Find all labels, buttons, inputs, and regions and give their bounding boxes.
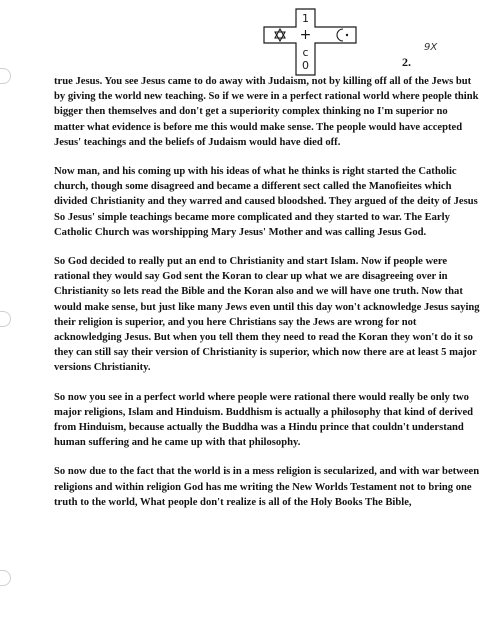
star-crescent-icon bbox=[337, 29, 348, 41]
handwritten-margin-note: 9X bbox=[424, 42, 438, 53]
paragraph: So now due to the fact that the world is in a mess religion is secularized, and with war between religions and within religion God has me writing the New Worlds Testament not to bring one truth to the world, What people don't realize is all of the Holy Books The Bible, bbox=[54, 466, 480, 508]
paragraph: true Jesus. You see Jesus came to do away with Judaism, not by killing off all of the Jews but by giving the world new teaching. So if we were in a perfect rational world where people think bigger then themselves and don't get a superiority complex thinking no I'm superior no matter what evidence is before me this would make sense. The people would have accepted Jesus' teachings and the beliefs of Judaism would have died off. bbox=[54, 76, 479, 148]
paragraph: So now you see in a perfect world where people were rational there would really be only two major religions, Islam and Hinduism. Buddhism is actually a philosophy that kind of derived from Hinduism, because actually the Buddha was a Hindu prince that couldn't understand human suffering and he came up with that philosophy. bbox=[54, 391, 474, 449]
hand-drawn-cross-emblem bbox=[263, 8, 359, 76]
body-text bbox=[54, 74, 480, 524]
page-number: 2. bbox=[402, 55, 411, 69]
punch-hole bbox=[0, 68, 11, 84]
star-of-david-icon bbox=[275, 29, 285, 41]
cross-center-mark: + bbox=[299, 27, 312, 43]
punch-hole bbox=[0, 570, 11, 586]
paragraph: So God decided to really put an end to Christianity and start Islam. Now if people were rational they would say God sent the Koran to clear up what we are disagreeing over in Christianity so lets read the Bible and the Koran also and we will have one truth. Now that would make sense, but just like many Jews even until this day won't acknowledge Jesus saying their religion is superior, and you here Christians say the Jews are wrong for not acknowledging Jesus. But when you tell them they need to read the Koran they won't do it so they can still say their version of Christianity is superior, which now there are at least 5 major versions Christianity. bbox=[54, 256, 480, 374]
cross-bottom-mark: 0 bbox=[302, 59, 309, 72]
punch-hole bbox=[0, 311, 11, 327]
paragraph: Now man, and his coming up with his ideas of what he thinks is right started the Catholic church, though some disagreed and became a different sect called the Manofieites which divided Christianity and they warred and caused bloodshed. They argued of the deity of Jesus So Jesus' simple teachings became more complicated and they started to war. The Early Catholic Church was worshipping Mary Jesus' Mother and was calling Jesus God. bbox=[54, 166, 478, 238]
cross-lower-mark: c bbox=[302, 46, 309, 59]
cross-top-mark: 1 bbox=[302, 12, 309, 25]
